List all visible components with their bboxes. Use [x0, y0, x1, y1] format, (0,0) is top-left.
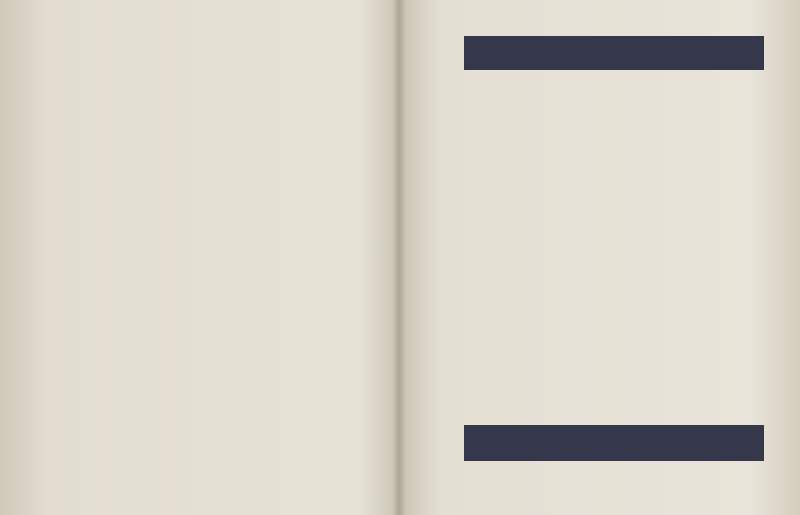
ornament-band-bottom [464, 425, 764, 461]
leaf-ornament-icon [464, 425, 764, 461]
right-page [404, 0, 800, 515]
left-page [0, 0, 396, 515]
ornament-band-top [464, 36, 764, 70]
floral-ornament-icon [464, 36, 764, 70]
